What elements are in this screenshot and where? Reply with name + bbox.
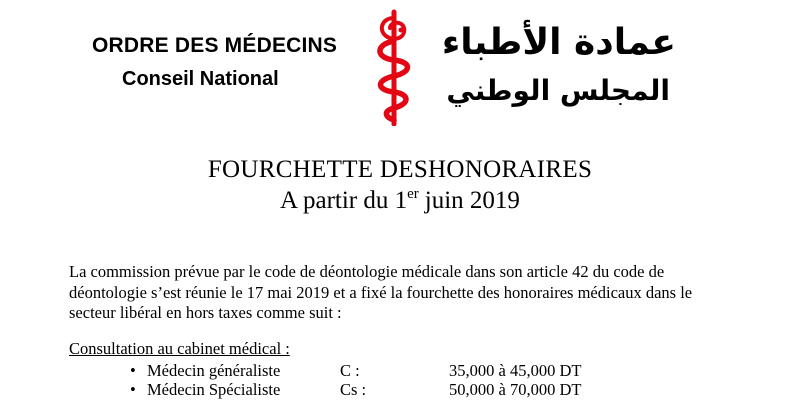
bullet: • bbox=[130, 361, 136, 380]
document-date bbox=[0, 186, 800, 215]
org-name-ar: عمادة الأطباء bbox=[441, 22, 676, 63]
date-prefix: A partir du 1 bbox=[280, 187, 408, 214]
fee-row-generaliste bbox=[0, 361, 800, 381]
fee-range: 50,000 à 70,000 DT bbox=[449, 380, 582, 399]
fee-label: Médecin généraliste bbox=[147, 361, 281, 380]
fee-row-specialiste bbox=[0, 380, 800, 400]
bullet: • bbox=[130, 380, 136, 399]
date-ordinal: er bbox=[407, 186, 419, 202]
fee-range: 35,000 à 45,000 DT bbox=[449, 361, 582, 380]
fee-code: C : bbox=[340, 361, 360, 380]
fee-label: Médecin Spécialiste bbox=[147, 380, 281, 399]
council-name-fr: Conseil National bbox=[122, 68, 279, 90]
org-name-fr: ORDRE DES MÉDECINS bbox=[92, 34, 338, 57]
fee-code: Cs : bbox=[340, 380, 367, 399]
intro-paragraph: La commission prévue par le code de déontologie médicale dans son article 42 du code de déontologie s’est réunie le 17 mai 2019 et a fixé la fourchette des honoraires médicaux dans le secteur libéral en hors taxes comme suit : bbox=[69, 262, 693, 322]
council-name-ar: المجلس الوطني bbox=[446, 74, 670, 107]
document-title: FOURCHETTE DESHONORAIRES bbox=[207, 156, 593, 183]
section-heading: Consultation au cabinet médical : bbox=[69, 339, 290, 358]
caduceus-icon bbox=[368, 8, 420, 126]
date-suffix: juin 2019 bbox=[424, 187, 520, 214]
